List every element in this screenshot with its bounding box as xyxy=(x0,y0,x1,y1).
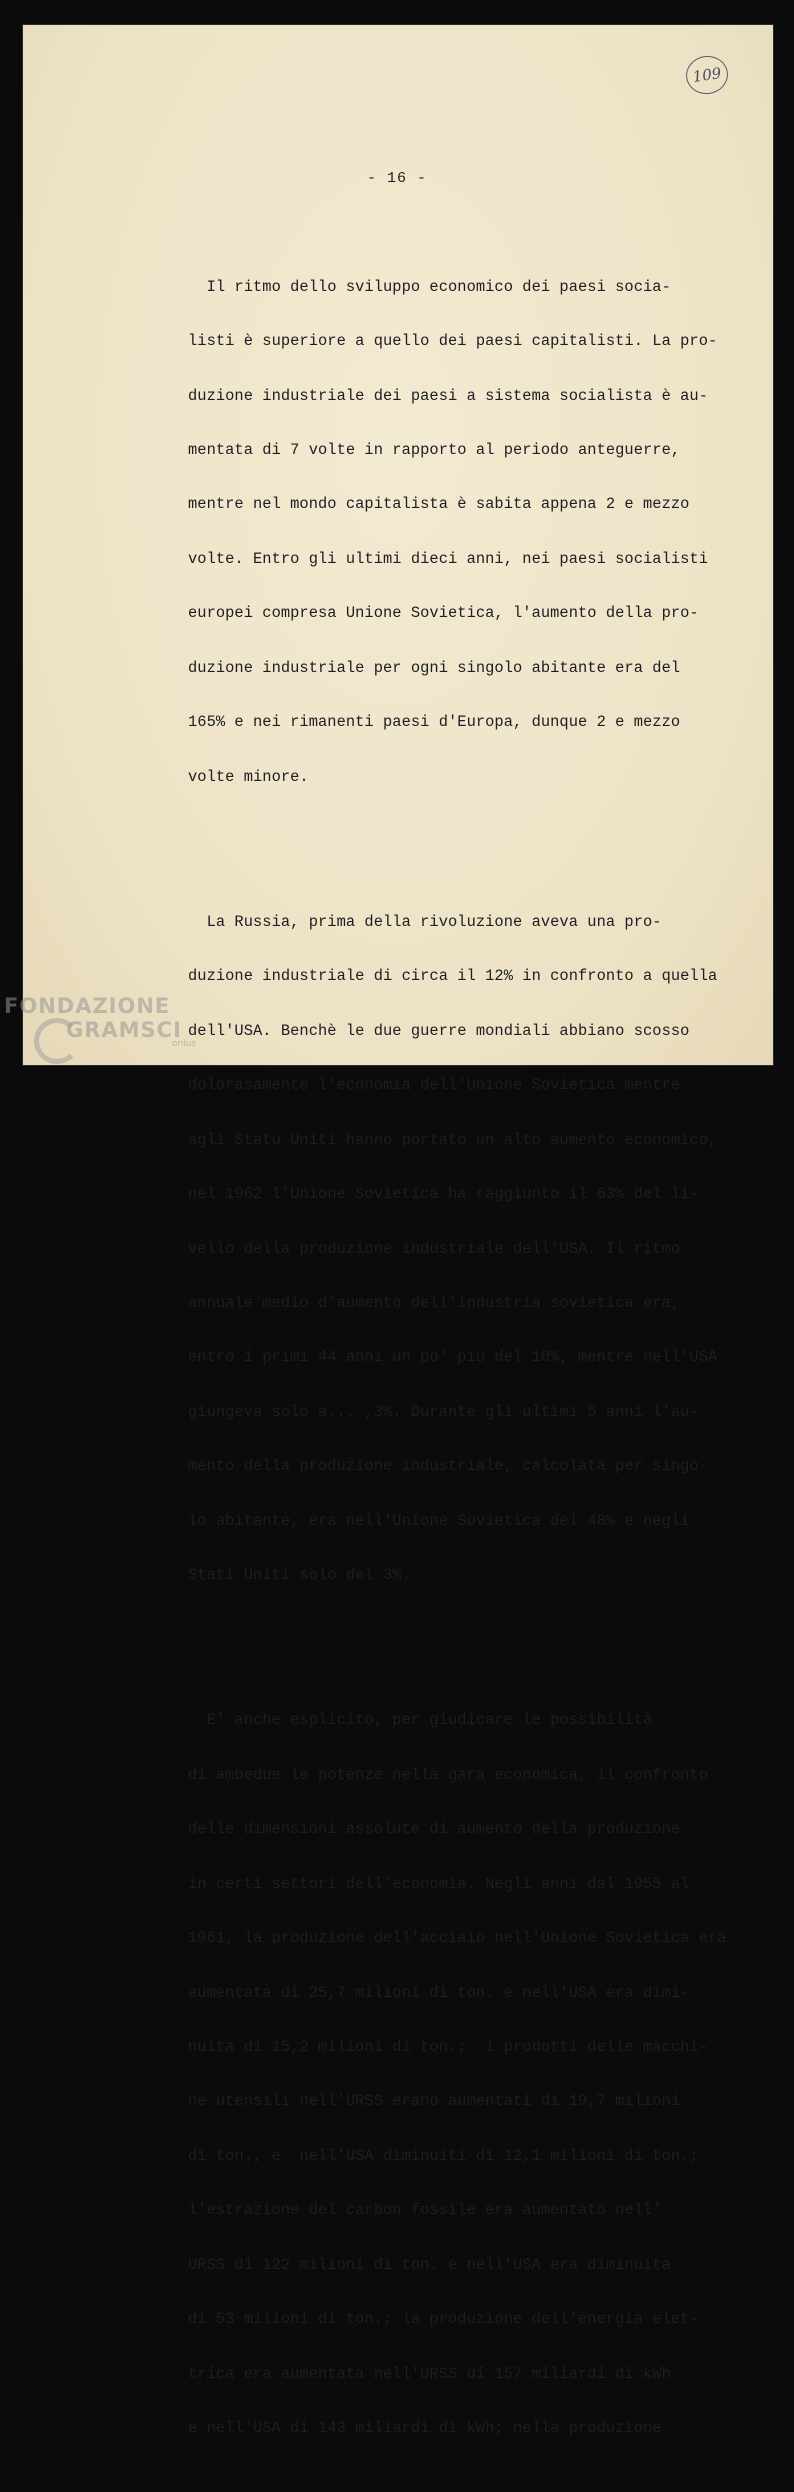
text-line: e nell'USA di 143 miliardi di kWh; nella produzione xyxy=(188,2419,662,2438)
text-line: mentata di 7 volte in rapporto al periodo anteguerre, xyxy=(188,440,681,459)
text-line: agli Statu Uniti hanno portato un alto aumento economico, xyxy=(188,1130,718,1149)
paragraph-1 xyxy=(188,241,748,822)
text-line: volte minore. xyxy=(188,767,309,786)
text-line: E' anche esplicito, per giudicare le possibilità xyxy=(188,1711,653,1730)
text-line: di ton., e nell'USA diminuiti di 12,1 milioni di ton.; xyxy=(188,2146,699,2165)
text-line: volte. Entro gli ultimi dieci anni, nei paesi socialisti xyxy=(188,549,709,568)
watermark-line-1: FONDAZIONE xyxy=(4,994,171,1018)
text-line: annuale medio d'aumento dell'industria sovietica era, xyxy=(188,1293,681,1312)
document-body xyxy=(188,205,748,2492)
text-line: 165% e nei rimanenti paesi d'Europa, dunque 2 e mezzo xyxy=(188,713,681,732)
text-line: mento della produzione industriale, calcolata per singo- xyxy=(188,1457,709,1476)
text-line: duzione industriale di circa il 12% in confronto a quella xyxy=(188,967,718,986)
text-line: di 53 milioni di ton.; la produzione dell'energia elet- xyxy=(188,2310,699,2329)
text-line: delle dimensioni assolute di aumento della produzione xyxy=(188,1820,681,1839)
text-line: nel 1962 l'Unione Sovietica ha raggiunto il 63% del li- xyxy=(188,1185,699,1204)
text-line: giungeva solo a... ,3%. Durante gli ultimi 5 anni l'au- xyxy=(188,1402,699,1421)
text-line: Il ritmo dello sviluppo economico dei paesi socia- xyxy=(188,277,671,296)
text-line: listi è superiore a quello dei paesi capitalisti. La pro- xyxy=(188,332,718,351)
text-line: La Russia, prima della rivoluzione aveva una pro- xyxy=(188,912,662,931)
text-line: dell'USA. Benchè le due guerre mondiali abbiano scosso xyxy=(188,1021,690,1040)
fondazione-gramsci-watermark xyxy=(4,994,197,1049)
text-line: duzione industriale per ogni singolo abitante era del xyxy=(188,658,681,677)
text-line: URSS di 122 milioni di ton. e nell'USA era diminuita xyxy=(188,2255,671,2274)
text-line: lo abitante, era nell'Unione Sovietica del 48% e negli xyxy=(188,1511,690,1530)
text-line: entro i primi 44 anni un po' più del 10%, mentre nell'USA xyxy=(188,1348,718,1367)
text-line: di ambedue le potenze nella gara economica, il confronto xyxy=(188,1765,709,1784)
text-line: Stati Uniti solo del 3%. xyxy=(188,1566,411,1585)
text-line: in certi settori dell'economia. Negli anni dal 1955 al xyxy=(188,1874,690,1893)
watermark-line-2: GRAMSCI xyxy=(66,1018,182,1042)
text-line: duzione industriale dei paesi a sistema socialista è au- xyxy=(188,386,709,405)
paragraph-2 xyxy=(188,876,748,1620)
text-line: mentre nel mondo capitalista è sabita appena 2 e mezzo xyxy=(188,495,690,514)
text-line: nuita di 15,2 milioni di ton.; i prodotti delle macchi- xyxy=(188,2038,709,2057)
text-line: trica era aumentata nell'URSS di 157 miliardi di kWh xyxy=(188,2364,671,2383)
paragraph-3 xyxy=(188,1675,748,2474)
text-line: aumentata di 25,7 milioni di ton. e nell'USA era dimi- xyxy=(188,1983,690,2002)
text-line: dolorasamente l'economia dell'Unione Sovietica mentre xyxy=(188,1076,681,1095)
text-line: 1961, la produzione dell'acciaio nell'Unione Sovietica era xyxy=(188,1929,727,1948)
text-line: ne utensili nell'URSS erano aumentati di 19,7 milioni xyxy=(188,2092,681,2111)
watermark-suffix: onlus xyxy=(172,1039,197,1049)
text-line: l'estrazione del carbon fossile era aumentato nell' xyxy=(188,2201,662,2220)
archive-number-stamp: 109 xyxy=(684,53,731,96)
page-number: - 16 - xyxy=(366,170,427,187)
text-line: vello della produzione industriale dell'USA. Il ritmo xyxy=(188,1239,681,1258)
text-line: europei compresa Unione Sovietica, l'aumento della pro- xyxy=(188,604,699,623)
